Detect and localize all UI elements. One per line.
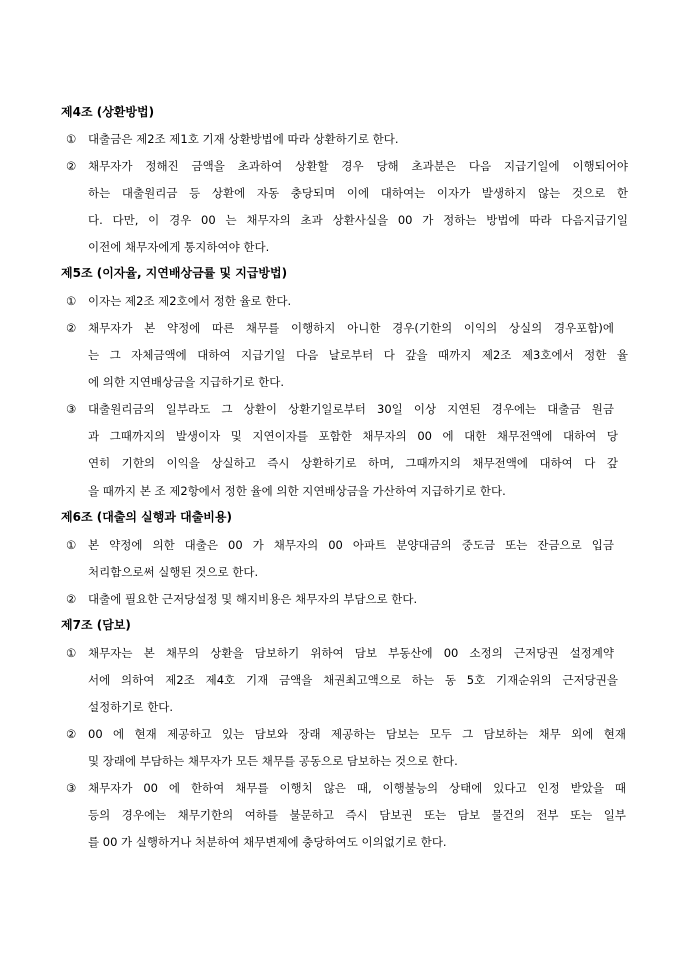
article-6-item-2 [66, 592, 417, 606]
item-text: 대출에 필요한 근저당설정 및 해지비용은 채무자의 부담으로 한다. [88, 592, 418, 606]
article-4-item-2-line-4: 이전에 채무자에게 통지하여야 한다. [88, 240, 270, 254]
item-text: 채무자가 정해진 금액을 초과하여 상환할 경우 당해 초과분은 다음 지급기일에 이행되어야 [88, 159, 628, 173]
article-6-item-1 [66, 538, 614, 552]
article-5-item-3 [66, 402, 614, 416]
article-6-heading: 제6조 (대출의 실행과 대출비용) [61, 510, 232, 524]
article-7-item-1 [66, 646, 614, 660]
article-7-item-1-line-2: 서에 의하여 제2조 제4호 기재 금액을 채권최고액으로 하는 동 5호 기재순위의 근저당권을 [88, 673, 618, 687]
item-number: ③ [66, 402, 77, 416]
article-7-item-3-line-2: 등의 경우에는 채무기한의 여하를 불문하고 즉시 담보권 또는 담보 물건의 전부 또는 일부 [88, 808, 626, 822]
item-number: ② [66, 592, 77, 606]
article-5-item-1 [66, 294, 291, 308]
article-5-heading: 제5조 (이자율, 지연배상금률 및 지급방법) [61, 266, 288, 280]
item-text: 채무자가 00 에 한하여 채무를 이행치 않은 때, 이행불능의 상태에 있다고 인정 받았을 때 [88, 781, 626, 795]
article-5-item-3-line-3: 연히 기한의 이익을 상실하고 즉시 상환하기로 하며, 그때까지의 채무전액에 대하여 다 갚 [88, 456, 618, 470]
article-7-item-2 [66, 727, 626, 741]
article-4-heading: 제4조 (상환방법) [61, 105, 155, 119]
item-number: ① [66, 646, 77, 660]
item-number: ③ [66, 781, 77, 795]
item-text: 이자는 제2조 제2호에서 정한 율로 한다. [88, 294, 292, 308]
article-7-item-2-line-2: 및 장래에 부담하는 채무자가 모든 채무를 공동으로 담보하는 것으로 한다. [88, 754, 458, 768]
item-number: ① [66, 538, 77, 552]
article-4-item-2-line-3: 다. 다만, 이 경우 00 는 채무자의 초과 상환사실을 00 가 정하는 방법에 따라 다음지급기일 [88, 213, 628, 227]
item-number: ① [66, 132, 77, 146]
article-5-item-2-line-3: 에 의한 지연배상금을 지급하기로 한다. [88, 375, 285, 389]
article-4-item-2-line-2: 하는 대출원리금 등 상환에 자동 충당되며 이에 대하여는 이자가 발생하지 않는 것으로 한 [88, 186, 628, 200]
item-number: ② [66, 159, 77, 173]
article-7-item-1-line-3: 설정하기로 한다. [88, 700, 174, 714]
item-text: 00 에 현재 제공하고 있는 담보와 장래 제공하는 담보는 모두 그 담보하는 채무 외에 현재 [88, 727, 626, 741]
article-5-item-2-line-2: 는 그 자체금액에 대하여 지급기일 다음 날로부터 다 갚을 때까지 제2조 제3호에서 정한 율 [88, 348, 628, 362]
article-4-item-1 [66, 132, 399, 146]
article-5-item-2 [66, 321, 614, 335]
item-number: ② [66, 727, 77, 741]
article-5-item-3-line-4: 을 때까지 본 조 제2항에서 정한 율에 의한 지연배상금을 가산하여 지급하기로 한다. [88, 484, 506, 498]
article-7-item-3-line-3: 를 00 가 실행하거나 처분하여 채무변제에 충당하여도 이의없기로 한다. [88, 835, 447, 849]
article-6-item-1-line-2: 처리함으로써 실행된 것으로 한다. [88, 565, 259, 579]
item-text: 대출원리금의 일부라도 그 상환이 상환기일로부터 30일 이상 지연된 경우에는 대출금 원금 [88, 402, 614, 416]
item-text: 본 약정에 의한 대출은 00 가 채무자의 00 아파트 분양대금의 중도금 또는 잔금으로 입금 [88, 538, 614, 552]
article-5-item-3-line-2: 과 그때까지의 발생이자 및 지연이자를 포함한 채무자의 00 에 대한 채무전액에 대하여 당 [88, 429, 618, 443]
item-text: 채무자가 본 약정에 따른 채무를 이행하지 아니한 경우(기한의 이익의 상실의 경우포함)에 [88, 321, 614, 335]
item-text: 채무자는 본 채무의 상환을 담보하기 위하여 담보 부동산에 00 소정의 근저당권 설정계약 [88, 646, 614, 660]
article-7-heading: 제7조 (담보) [61, 618, 131, 632]
item-text: 대출금은 제2조 제1호 기재 상환방법에 따라 상환하기로 한다. [88, 132, 399, 146]
item-number: ① [66, 294, 77, 308]
item-number: ② [66, 321, 77, 335]
article-7-item-3 [66, 781, 626, 795]
article-4-item-2 [66, 159, 628, 173]
